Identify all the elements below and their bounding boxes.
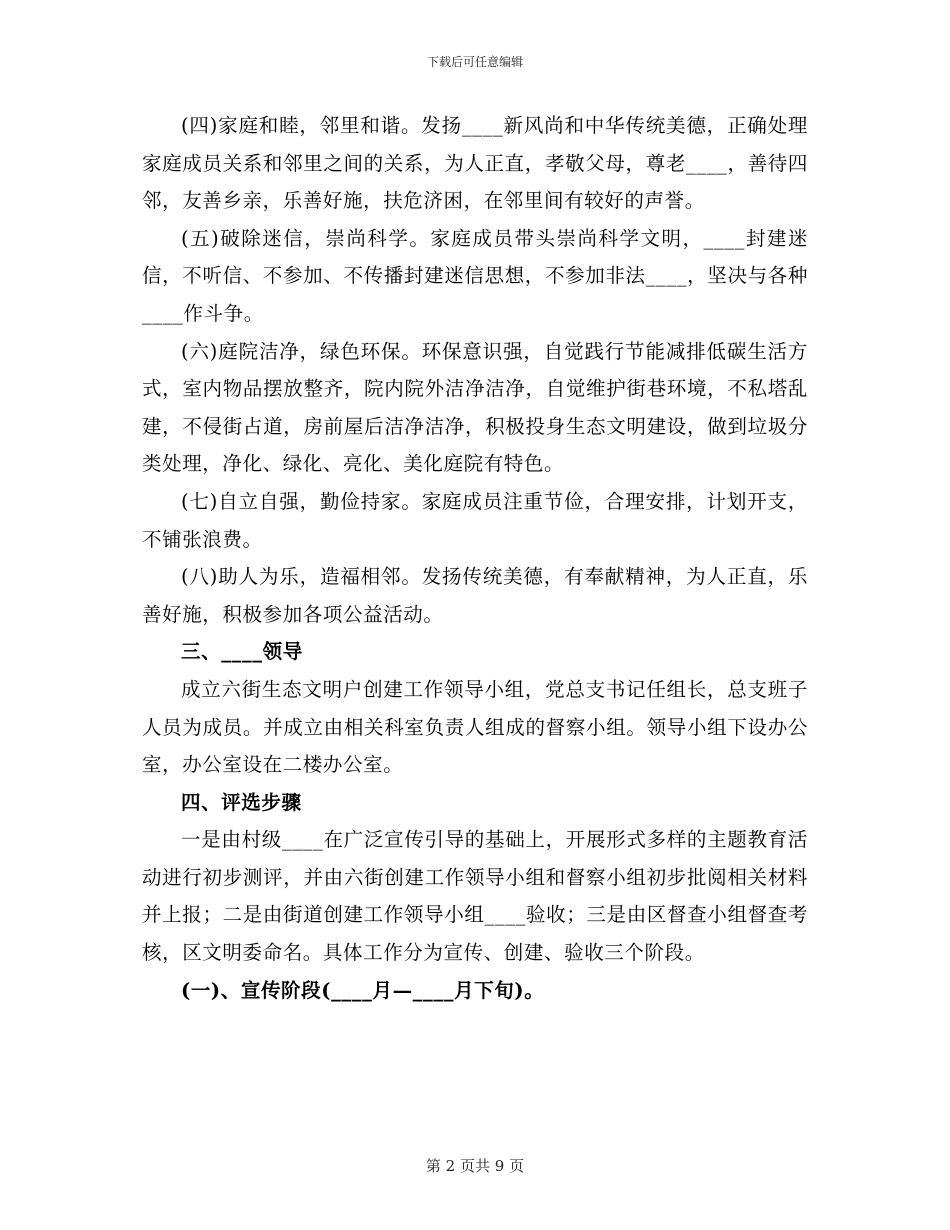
section-heading-leadership: 三、____领导: [181, 640, 303, 664]
paragraph-environment: (六)庭院洁净，绿色环保。环保意识强，自觉践行节能减排低碳生活方式，室内物品摆放整齐，院内院外洁净洁净，自觉维护街巷环境，不私塔乱建，不侵街占道，房前屋后洁净洁净，积极投身生态文明建设，做到垃圾分类处理，净化、绿化、亮化、美化庭院有特色。: [142, 339, 808, 476]
paragraph-helping-others: (八)助人为乐，造福相邻。发扬传统美德，有奉献精神，为人正直，乐善好施，积极参加各项公益活动。: [142, 565, 808, 626]
document-body: [142, 107, 808, 1009]
subheading-publicity-stage: (一)、宣传阶段(____月—____月下旬)。: [181, 978, 545, 1002]
paragraph-leadership-group: 成立六街生态文明户创建工作领导小组，党总支书记任组长，总支班子人员为成员。并成立由相关科室负责人组成的督察小组。领导小组下设办公室，办公室设在二楼办公室。: [142, 677, 808, 777]
paragraph-family-harmony: (四)家庭和睦，邻里和谐。发扬____新风尚和中华传统美德，正确处理家庭成员关系和邻里之间的关系，为人正直，孝敬父母，尊老____，善待四邻，友善乡亲，乐善好施，扶危济困，在邻里间有较好的声誉。: [142, 114, 808, 213]
paragraph-thrift: (七)自立自强，勤俭持家。家庭成员注重节俭，合理安排，计划开支，不铺张浪费。: [142, 489, 808, 551]
page-number: 第 2 页共 9 页: [425, 1157, 525, 1175]
section-heading-selection-steps: 四、评选步骤: [181, 790, 302, 814]
paragraph-selection-steps: 一是由村级____在广泛宣传引导的基础上，开展形式多样的主题教育活动进行初步测评，并由六街创建工作领导小组和督察小组初步批阅相关材料并上报；二是由街道创建工作领导小组____验收；三是由区督查小组督查考核，区文明委命名。具体工作分为宣传、创建、验收三个阶段。: [142, 828, 808, 965]
page-header: 下载后可任意编辑: [426, 55, 523, 69]
paragraph-science: (五)破除迷信，崇尚科学。家庭成员带头崇尚科学文明，____封建迷信，不听信、不参加、不传播封建迷信思想，不参加非法____，坚决与各种____作斗争。: [142, 226, 808, 325]
